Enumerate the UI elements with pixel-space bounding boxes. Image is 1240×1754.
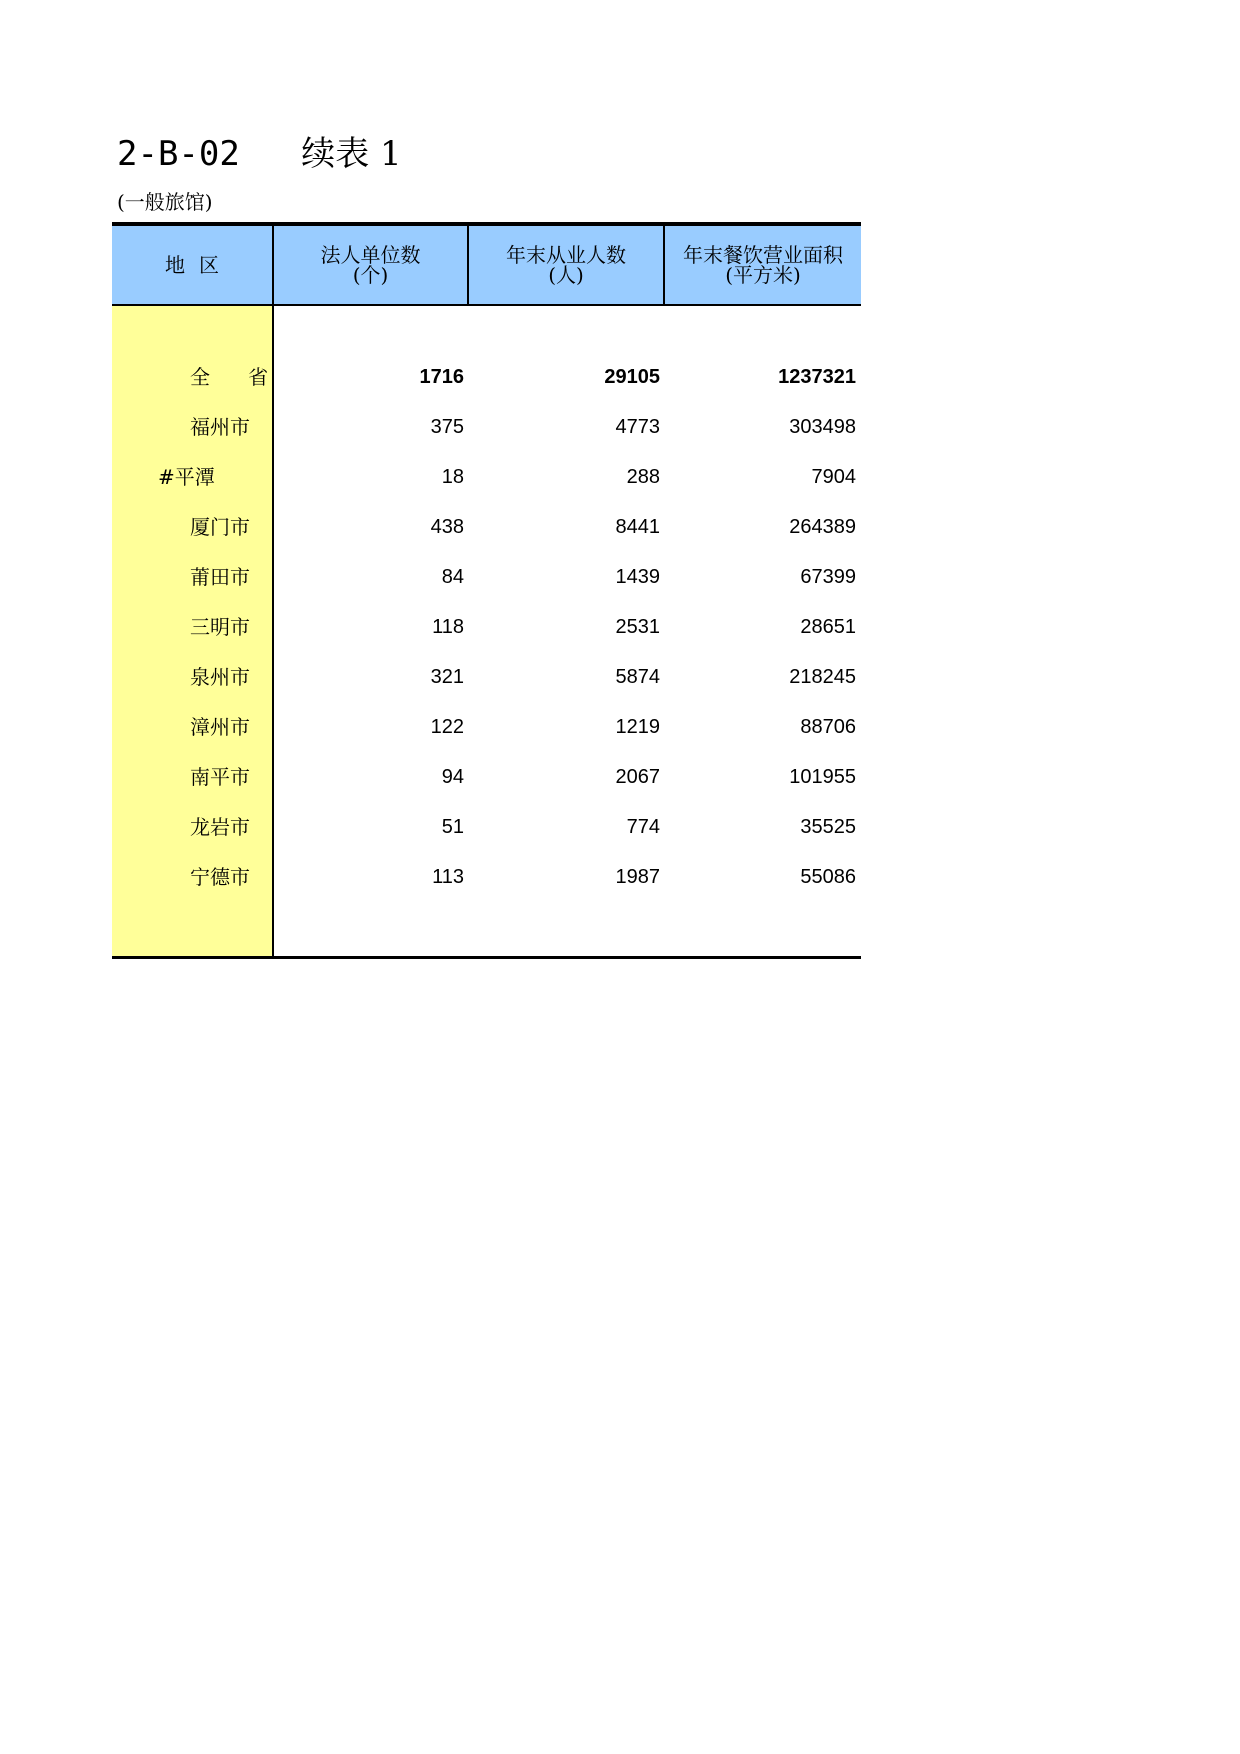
table-row xyxy=(112,402,861,452)
header-employees xyxy=(469,226,665,304)
header-region-label: 地区 xyxy=(165,253,233,277)
row-employees: 288 xyxy=(626,466,660,488)
header-legal-units-unit: (个) xyxy=(352,263,389,287)
table-subtitle: 续表 1 xyxy=(301,134,402,174)
row-employees: 774 xyxy=(626,816,660,838)
table-row xyxy=(112,652,861,702)
table-row xyxy=(112,802,861,852)
row-dining-area: 101955 xyxy=(789,766,856,788)
row-dining-area: 303498 xyxy=(789,416,856,438)
table-row xyxy=(112,452,861,502)
row-dining-area: 67399 xyxy=(800,566,856,588)
row-employees: 8441 xyxy=(615,516,660,538)
row-legal-units: 122 xyxy=(430,716,464,738)
header-employees-label: 年末从业人数 xyxy=(506,243,626,267)
row-employees: 5874 xyxy=(615,666,660,688)
table-header xyxy=(112,226,861,306)
row-employees: 29105 xyxy=(604,366,660,388)
row-region: 漳州市 xyxy=(190,715,250,739)
row-employees: 1987 xyxy=(615,866,660,888)
row-legal-units: 113 xyxy=(432,866,464,888)
row-region: 泉州市 xyxy=(190,665,250,689)
header-dining-area-label: 年末餐饮营业面积 xyxy=(683,243,843,267)
row-legal-units: 84 xyxy=(441,566,464,588)
table-row xyxy=(112,602,861,652)
row-employees: 4773 xyxy=(615,416,660,438)
row-region: 福州市 xyxy=(190,415,250,439)
row-dining-area: 264389 xyxy=(789,516,856,538)
row-region: 三明市 xyxy=(190,615,250,639)
row-legal-units: 1716 xyxy=(419,366,464,388)
row-region: 龙岩市 xyxy=(190,815,250,839)
row-dining-area: 218245 xyxy=(789,666,856,688)
row-legal-units: 321 xyxy=(430,666,464,688)
row-employees: 2531 xyxy=(615,616,660,638)
row-legal-units: 118 xyxy=(432,616,464,638)
row-dining-area: 35525 xyxy=(800,816,856,838)
statistics-table xyxy=(112,222,861,959)
table-row xyxy=(112,552,861,602)
row-region: 厦门市 xyxy=(190,515,250,539)
header-employees-unit: (人) xyxy=(548,263,584,287)
header-dining-area-unit: (平方米) xyxy=(725,263,801,287)
row-legal-units: 18 xyxy=(441,466,464,488)
table-row xyxy=(112,852,861,902)
header-legal-units xyxy=(274,226,469,304)
row-employees: 1219 xyxy=(615,716,660,738)
header-legal-units-label: 法人单位数 xyxy=(320,243,421,267)
table-row xyxy=(112,502,861,552)
row-region: #平潭 xyxy=(158,465,215,489)
page-title xyxy=(117,126,402,175)
row-dining-area: 28651 xyxy=(800,616,856,638)
row-legal-units: 438 xyxy=(430,516,464,538)
table-code: 2-B-02 xyxy=(117,134,240,174)
row-employees: 1439 xyxy=(615,566,660,588)
table-row xyxy=(112,752,861,802)
row-legal-units: 94 xyxy=(441,766,464,788)
row-employees: 2067 xyxy=(615,766,660,788)
row-region: 莆田市 xyxy=(190,565,250,589)
row-dining-area: 55086 xyxy=(800,866,856,888)
table-bottom-rule xyxy=(112,956,861,959)
row-legal-units: 375 xyxy=(430,416,464,438)
row-region: 南平市 xyxy=(190,765,250,789)
row-region: 全 省 xyxy=(190,365,269,389)
header-dining-area xyxy=(665,226,861,304)
row-dining-area: 1237321 xyxy=(778,366,856,388)
table-row xyxy=(112,702,861,752)
row-dining-area: 88706 xyxy=(800,716,856,738)
row-legal-units: 51 xyxy=(441,816,464,838)
row-dining-area: 7904 xyxy=(811,466,856,488)
table-category: (一般旅馆) xyxy=(117,190,213,214)
row-region: 宁德市 xyxy=(190,865,250,889)
header-region xyxy=(112,226,274,304)
table-row-total xyxy=(112,352,861,402)
